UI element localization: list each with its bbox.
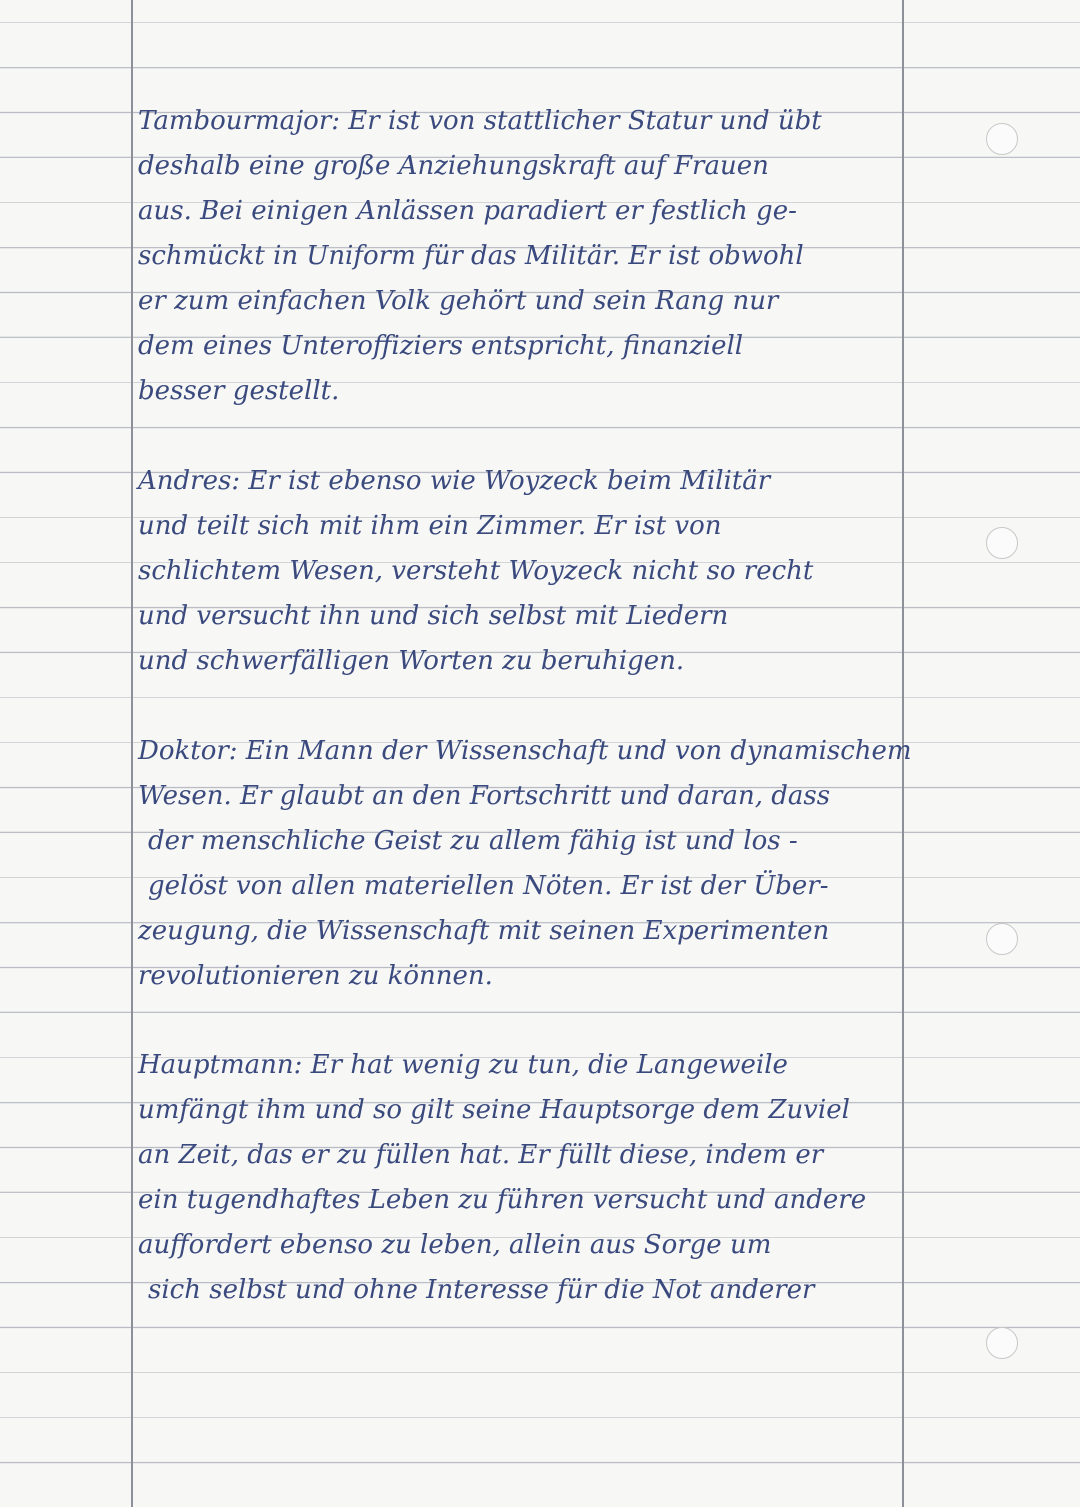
text-line: Wesen. Er glaubt an den Fortschritt und daran, dass	[138, 781, 831, 811]
paragraph-doktor	[138, 729, 918, 999]
text-line: ein tugendhaftes Leben zu führen versucht und andere	[138, 1185, 867, 1215]
paragraph-andres	[138, 459, 918, 684]
text-line: auffordert ebenso zu leben, allein aus Sorge um	[138, 1230, 772, 1260]
punch-hole	[986, 1327, 1018, 1359]
text-line: Andres: Er ist ebenso wie Woyzeck beim Militär	[138, 466, 771, 496]
text-line: der menschliche Geist zu allem fähig ist und los -	[148, 826, 798, 856]
text-line: an Zeit, das er zu füllen hat. Er füllt diese, indem er	[138, 1140, 824, 1170]
text-line: besser gestellt.	[138, 376, 340, 406]
punch-hole	[986, 923, 1018, 955]
text-line: gelöst von allen materiellen Nöten. Er ist der Über-	[148, 871, 829, 901]
text-line: revolutionieren zu können.	[138, 961, 493, 991]
text-line: zeugung, die Wissenschaft mit seinen Experimenten	[138, 916, 830, 946]
text-line: schlichtem Wesen, versteht Woyzeck nicht so recht	[138, 556, 814, 586]
text-line: sich selbst und ohne Interesse für die Not anderer	[148, 1275, 815, 1305]
left-margin-line	[131, 0, 133, 1507]
text-line: Hauptmann: Er hat wenig zu tun, die Langeweile	[138, 1050, 788, 1080]
paragraph-hauptmann	[138, 1043, 918, 1313]
text-line: Tambourmajor: Er ist von stattlicher Statur und übt	[138, 106, 822, 136]
text-line: schmückt in Uniform für das Militär. Er ist obwohl	[138, 241, 804, 271]
text-line: aus. Bei einigen Anlässen paradiert er festlich ge-	[138, 196, 797, 226]
text-line: und versucht ihn und sich selbst mit Liedern	[138, 601, 729, 631]
text-line: und teilt sich mit ihm ein Zimmer. Er ist von	[138, 511, 722, 541]
punch-hole	[986, 527, 1018, 559]
punch-hole	[986, 123, 1018, 155]
text-line: dem eines Unteroffiziers entspricht, finanziell	[138, 331, 744, 361]
text-line: Doktor: Ein Mann der Wissenschaft und von dynamischem	[138, 736, 912, 766]
paragraph-tambourmajor	[138, 99, 918, 414]
text-line: und schwerfälligen Worten zu beruhigen.	[138, 646, 685, 676]
text-line: deshalb eine große Anziehungskraft auf Frauen	[138, 151, 769, 181]
text-line: umfängt ihm und so gilt seine Hauptsorge dem Zuviel	[138, 1095, 850, 1125]
text-line: er zum einfachen Volk gehört und sein Rang nur	[138, 286, 779, 316]
